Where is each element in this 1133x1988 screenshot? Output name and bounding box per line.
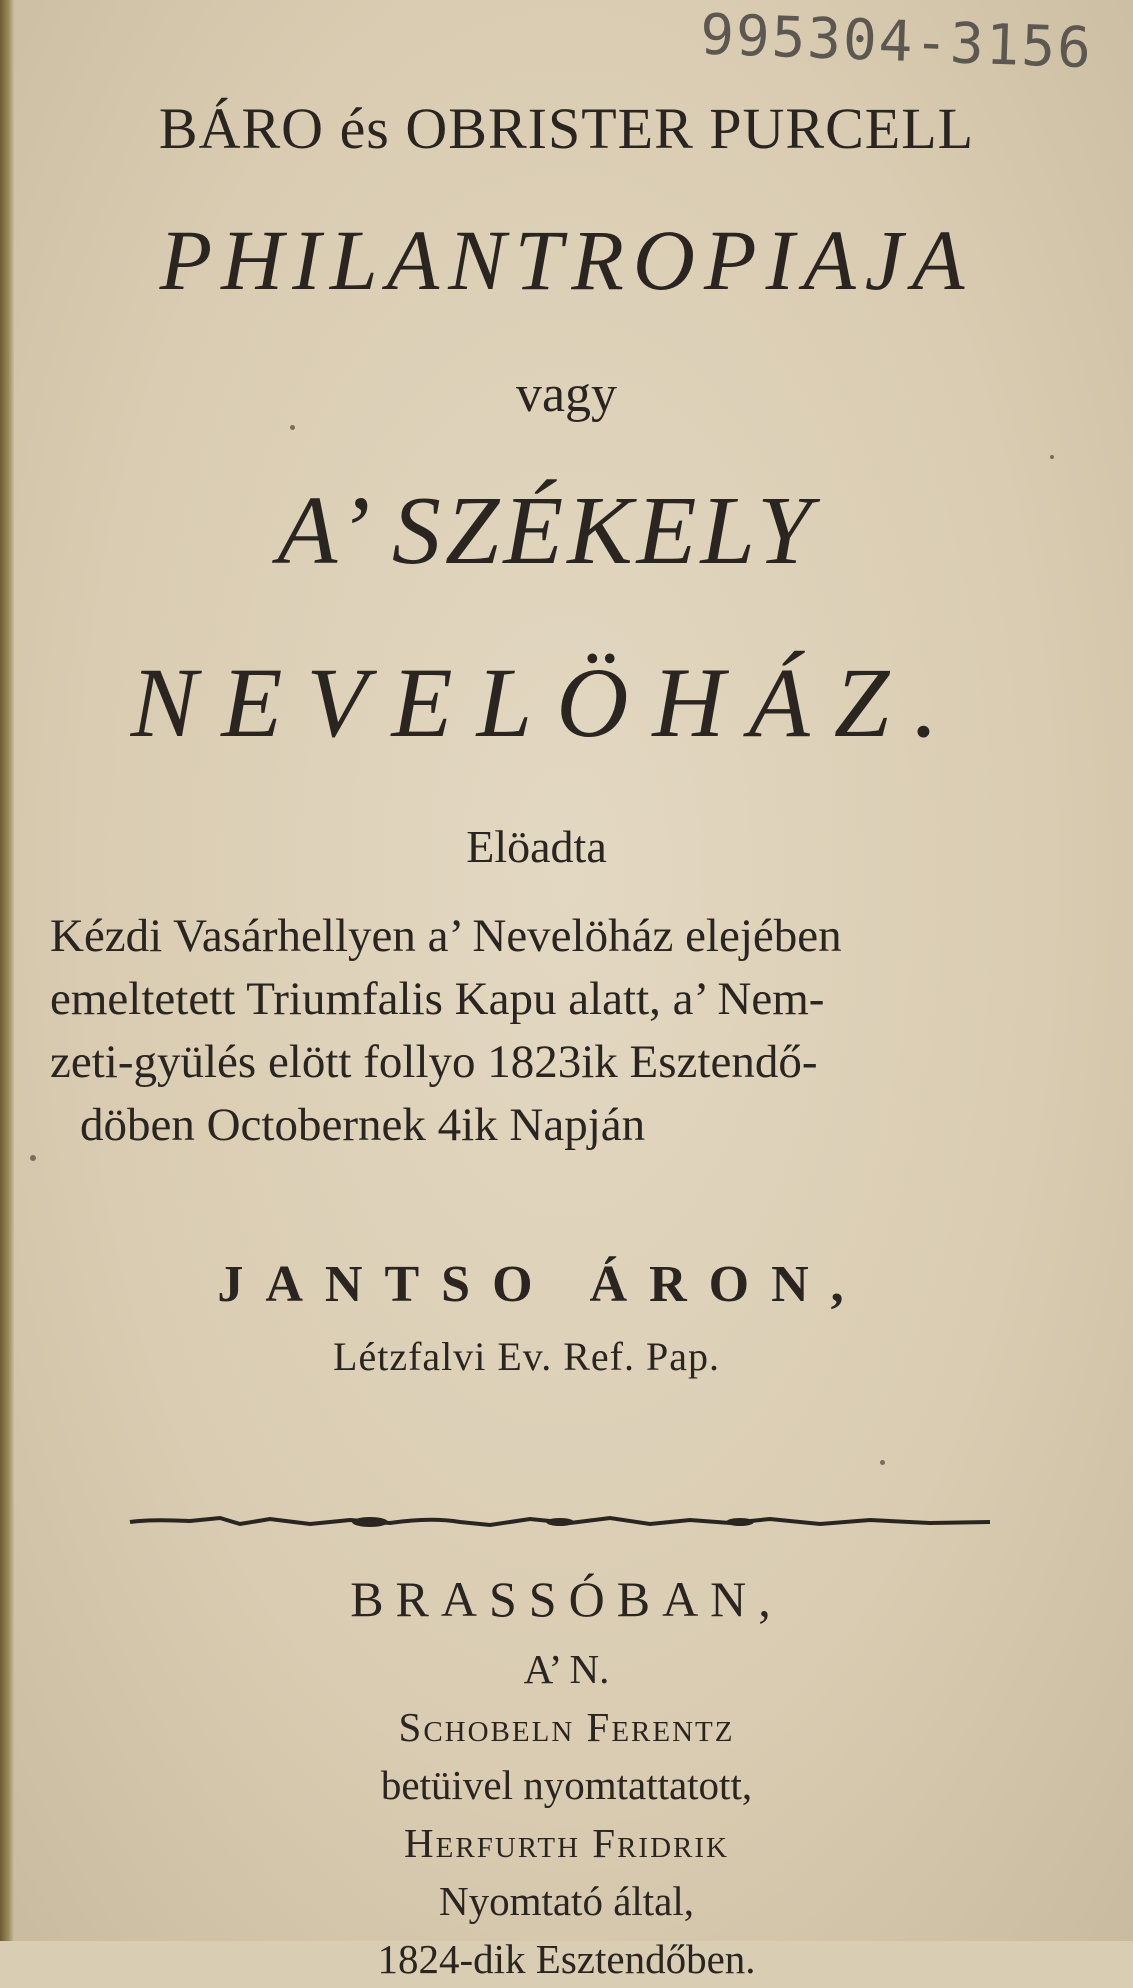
author-name: JANTSO ÁRON, <box>217 1256 866 1313</box>
description-line: döben Octobernek 4ik Napján <box>80 1099 646 1151</box>
description-line: zeti-gyülés elött follyo 1823ik Esztendő- <box>50 1036 818 1088</box>
ornamental-rule <box>130 1515 990 1529</box>
title-line-1: BÁRO és OBRISTER PURCELL <box>158 96 975 161</box>
subtitle-line-1: A’ SZÉKELY <box>277 477 816 585</box>
imprint-line-1-suffix: betüivel nyomtattatott, <box>380 1762 753 1808</box>
imprint-line-2-suffix: Nyomtató által, <box>438 1878 695 1924</box>
handwritten-shelfmark: 995304-3156 <box>699 2 1094 82</box>
paper-speck <box>880 1460 885 1465</box>
title-main: PHILANTROPIAJA <box>159 212 974 308</box>
imprint-line-2 <box>0 1814 1133 1930</box>
description-paragraph <box>50 905 1080 1157</box>
imprint-year: 1824-dik Esztendőben. <box>377 1936 756 1982</box>
imprint-block <box>0 1640 1133 1988</box>
paper-speck <box>290 425 295 430</box>
printer-name: Schobeln Ferentz <box>398 1704 735 1750</box>
imprint-line-1 <box>0 1640 1133 1814</box>
printer-operator-name: Herfurth Fridrik <box>404 1820 729 1866</box>
paper-speck <box>30 1155 36 1161</box>
author-title: Létzfalvi Ev. Ref. Pap. <box>333 1334 720 1379</box>
title-connector: vagy <box>515 366 618 423</box>
imprint-prefix: A’ N. <box>523 1646 610 1692</box>
paper-speck <box>1050 455 1054 459</box>
presented-by-label: Elöadta <box>466 821 607 872</box>
subtitle-line-2: NEVELÖHÁZ. <box>130 647 963 758</box>
description-line: Kézdi Vasárhellyen a’ Nevelöház elejében <box>50 910 842 962</box>
description-line: emeltetett Triumfalis Kapu alatt, a’ Nem- <box>50 973 825 1025</box>
imprint-place: BRASSÓBAN, <box>350 1571 783 1627</box>
